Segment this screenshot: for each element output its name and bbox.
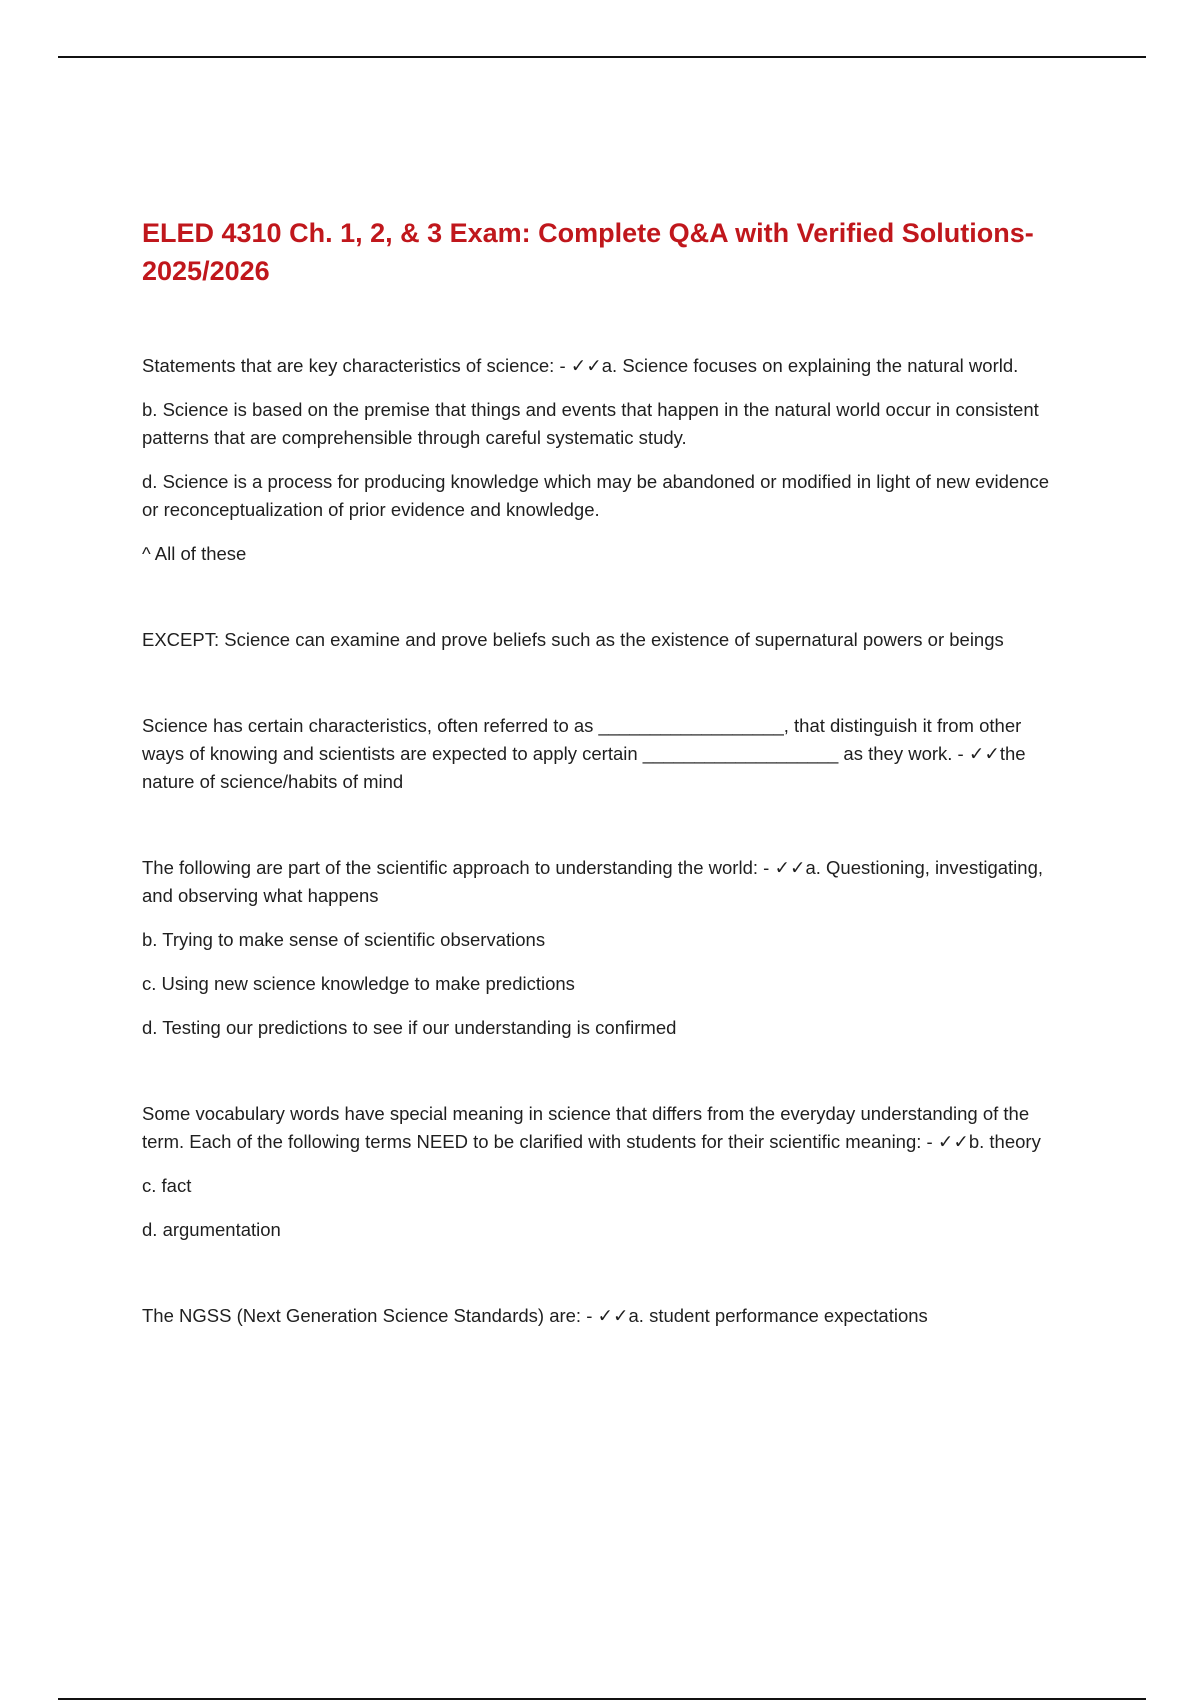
document-title: ELED 4310 Ch. 1, 2, & 3 Exam: Complete Q&A with Verified Solutions- 2025/2026	[142, 218, 1034, 286]
question-1-note: ^ All of these	[142, 543, 247, 564]
qa-item-5	[142, 1100, 1062, 1244]
spacer	[142, 290, 1062, 352]
question-3-stem: The following are part of the scientific approach to understanding the world: - ✓✓a. Questioning, investigating, and observing what happens	[142, 857, 1044, 906]
question-4-option-c: c. fact	[142, 1175, 192, 1196]
spacer	[142, 584, 1062, 626]
qa-item-3	[142, 712, 1062, 796]
spacer	[142, 812, 1062, 854]
qa-item-4	[142, 854, 1062, 1042]
question-5-text: The NGSS (Next Generation Science Standards) are: - ✓✓a. student performance expectations	[142, 1305, 928, 1326]
question-1-option-b: b. Science is based on the premise that things and events that happen in the natural world occur in consistent patterns that are comprehensible through careful systematic study.	[142, 399, 1039, 448]
spacer	[142, 670, 1062, 712]
question-3-option-c: c. Using new science knowledge to make predictions	[142, 973, 575, 994]
question-3-option-d: d. Testing our predictions to see if our understanding is confirmed	[142, 1017, 677, 1038]
question-1-stem: Statements that are key characteristics of science: - ✓✓a. Science focuses on explaining the natural world.	[142, 355, 1019, 376]
top-rule	[58, 56, 1146, 58]
question-1-except: EXCEPT: Science can examine and prove beliefs such as the existence of supernatural powers or beings	[142, 629, 1004, 650]
qa-item-1	[142, 352, 1062, 568]
qa-item-2	[142, 626, 1062, 654]
question-4-option-d: d. argumentation	[142, 1219, 281, 1240]
spacer	[142, 1058, 1062, 1100]
question-4-stem: Some vocabulary words have special meaning in science that differs from the everyday understanding of the term. Each of the following terms NEED to be clarified with students for their scientific meaning: - ✓✓b. theory	[142, 1103, 1041, 1152]
question-1-option-d: d. Science is a process for producing knowledge which may be abandoned or modified in light of new evidence or reconceptualization of prior evidence and knowledge.	[142, 471, 1050, 520]
spacer	[142, 1260, 1062, 1302]
document-body	[142, 214, 1062, 1346]
qa-item-6	[142, 1302, 1062, 1330]
question-3-option-b: b. Trying to make sense of scientific observations	[142, 929, 546, 950]
question-2-text: Science has certain characteristics, often referred to as __________________, that distinguish it from other ways of knowing and scientists are expected to apply certain ___________________ as they work. - ✓✓the nature of science/habits of mind	[142, 715, 1026, 792]
